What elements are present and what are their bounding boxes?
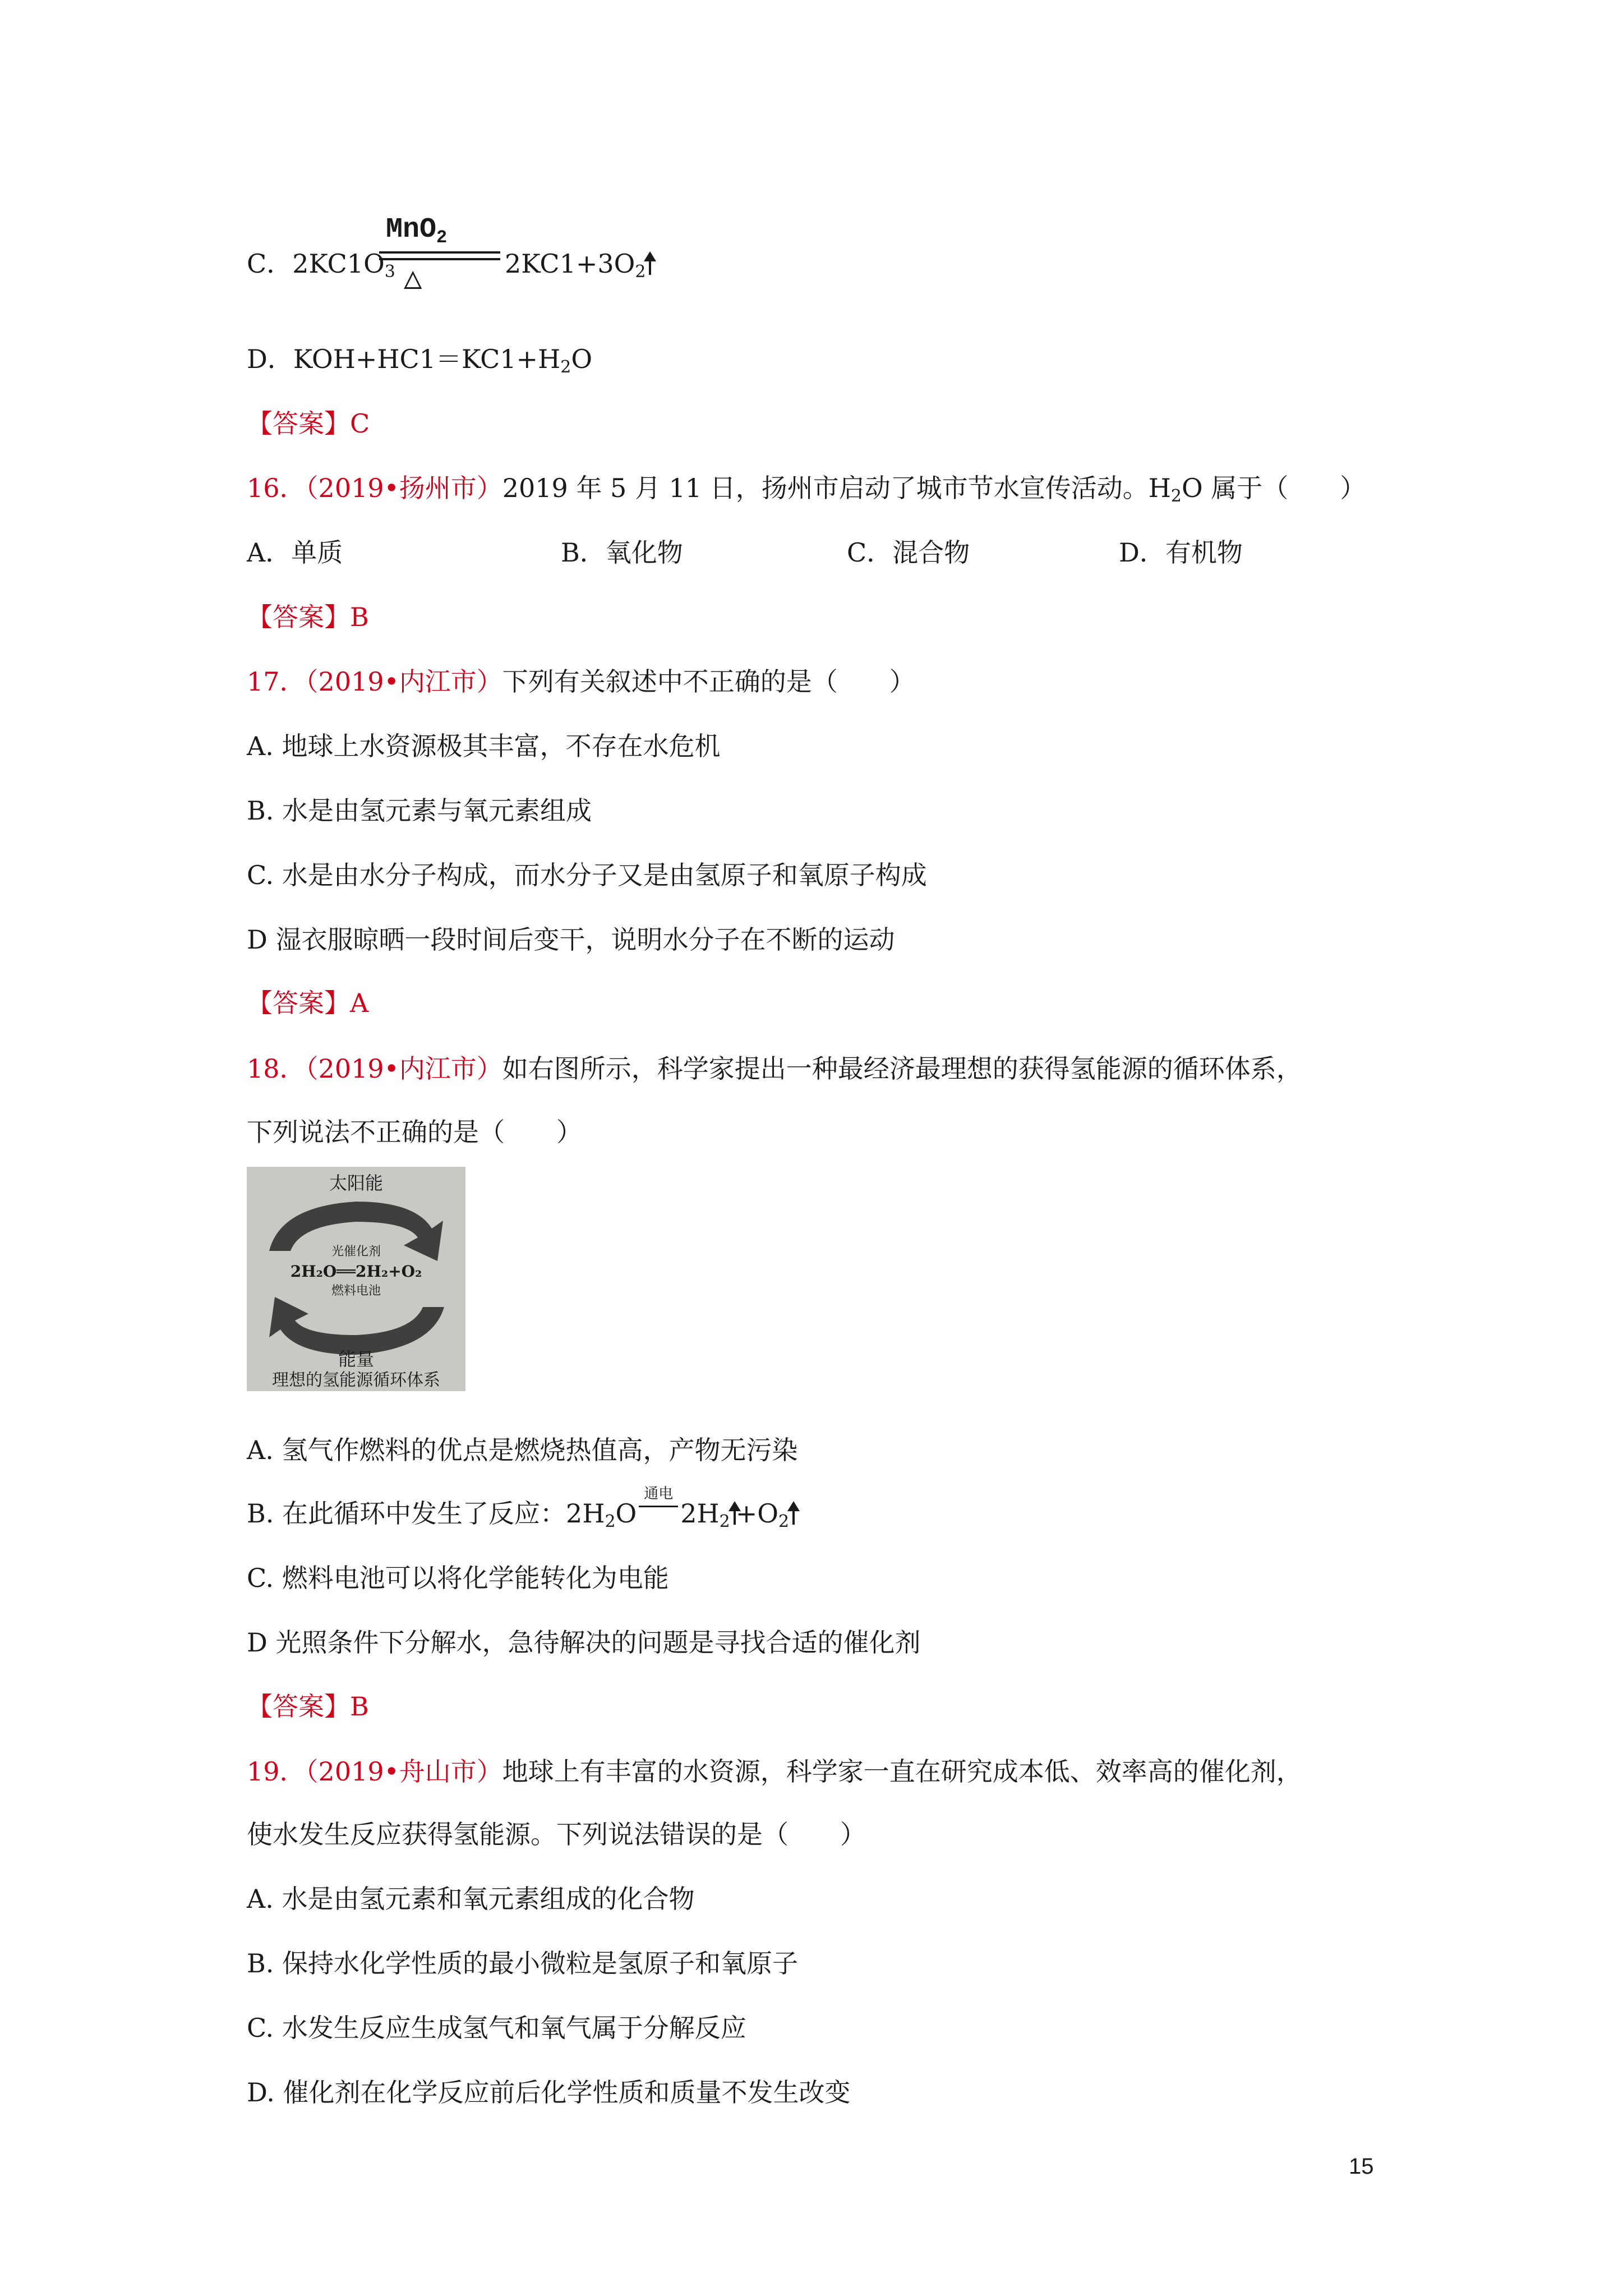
- electrolysis-condition: 通电: [644, 1485, 674, 1502]
- cycle-equation: 2H₂O══2H₂+O₂: [290, 1262, 422, 1281]
- hydrogen-cycle-diagram: [247, 1167, 465, 1391]
- gas-arrow-icon: [792, 1503, 795, 1525]
- energy-label: 能量: [338, 1349, 375, 1370]
- hydrogen-cycle-figure: [247, 1167, 465, 1391]
- q18-option-a: A. 氢气作燃料的优点是燃烧热值高，产物无污染: [247, 1435, 798, 1465]
- q15-option-d: D．$KOH+HC1=KC1+H_2O$: [247, 344, 593, 377]
- q19-option-a: A. 水是由氢元素和氧元素组成的化合物: [247, 1884, 695, 1914]
- q18-stem-line2: 下列说法不正确的是（ ）: [247, 1117, 582, 1147]
- catalyst-label: 光催化剂: [331, 1245, 381, 1259]
- fuel-cell-label: 燃料电池: [331, 1284, 381, 1298]
- q18-option-c: C. 燃料电池可以将化学能转化为电能: [247, 1563, 669, 1593]
- gas-arrow-icon: [734, 1503, 736, 1525]
- q19-stem-line1: 19．（2019•舟山市）地球上有丰富的水资源，科学家一直在研究成本低、效率高的催化剂，: [247, 1756, 1302, 1787]
- q18-option-b: B. 在此循环中发生了反应：$2H_2O$ 通电 $2H_2 +O_2$: [247, 1497, 795, 1530]
- heat-symbol: △: [404, 263, 422, 297]
- page-number: 15: [1349, 2154, 1374, 2179]
- q19-option-c: C. 水发生反应生成氢气和氧气属于分解反应: [247, 2013, 746, 2043]
- q16-answer: 【答案】B: [247, 602, 369, 632]
- q16-option-b: B．氧化物: [561, 537, 683, 568]
- q17-option-c: C. 水是由水分子构成，而水分子又是由氢原子和氧原子构成: [247, 860, 927, 890]
- q16-stem: 16．（2019•扬州市）2019 年 5 月 11 日，扬州市启动了城市节水宣传活动。$H_2O$ 属于（ ）: [247, 473, 1366, 506]
- q19-option-b: B. 保持水化学性质的最小微粒是氢原子和氧原子: [247, 1948, 799, 1978]
- figure-caption: 理想的氢能源循环体系: [272, 1370, 440, 1390]
- q16-option-d: D．有机物: [1119, 537, 1243, 568]
- q15-answer: 【答案】C: [247, 408, 370, 439]
- q18-option-d: D 光照条件下分解水，急待解决的问题是寻找合适的催化剂: [247, 1627, 921, 1658]
- q17-option-d: D 湿衣服晾晒一段时间后变干，说明水分子在不断的运动: [247, 924, 895, 955]
- q16-option-a: A．单质: [247, 537, 343, 568]
- q19-stem-line2: 使水发生反应获得氢能源。下列说法错误的是（ ）: [247, 1819, 866, 1849]
- q15-option-c-product: $2KC1+3O_2$: [505, 247, 651, 280]
- q17-answer: 【答案】A: [247, 988, 369, 1018]
- q15-option-c: C．$2KC1O_3$: [247, 249, 395, 282]
- q16-option-c: C．混合物: [847, 537, 970, 568]
- q18-answer: 【答案】B: [247, 1691, 369, 1722]
- mno2-condition: MnO$_2$: [386, 214, 448, 248]
- q17-option-b: B. 水是由氢元素与氧元素组成: [247, 795, 592, 826]
- gas-arrow-icon: [649, 254, 651, 275]
- q17-option-a: A. 地球上水资源极其丰富，不存在水危机: [247, 731, 721, 761]
- q18-stem-line1: 18．（2019•内江市）如右图所示，科学家提出一种最经济最理想的获得氢能源的循环体系，: [247, 1053, 1302, 1084]
- solar-energy-label: 太阳能: [329, 1172, 384, 1194]
- q19-option-d: D. 催化剂在化学反应前后化学性质和质量不发生改变: [247, 2077, 851, 2108]
- q17-stem: 17．（2019•内江市）下列有关叙述中不正确的是（ ）: [247, 666, 915, 697]
- double-equal-sign: [379, 251, 500, 260]
